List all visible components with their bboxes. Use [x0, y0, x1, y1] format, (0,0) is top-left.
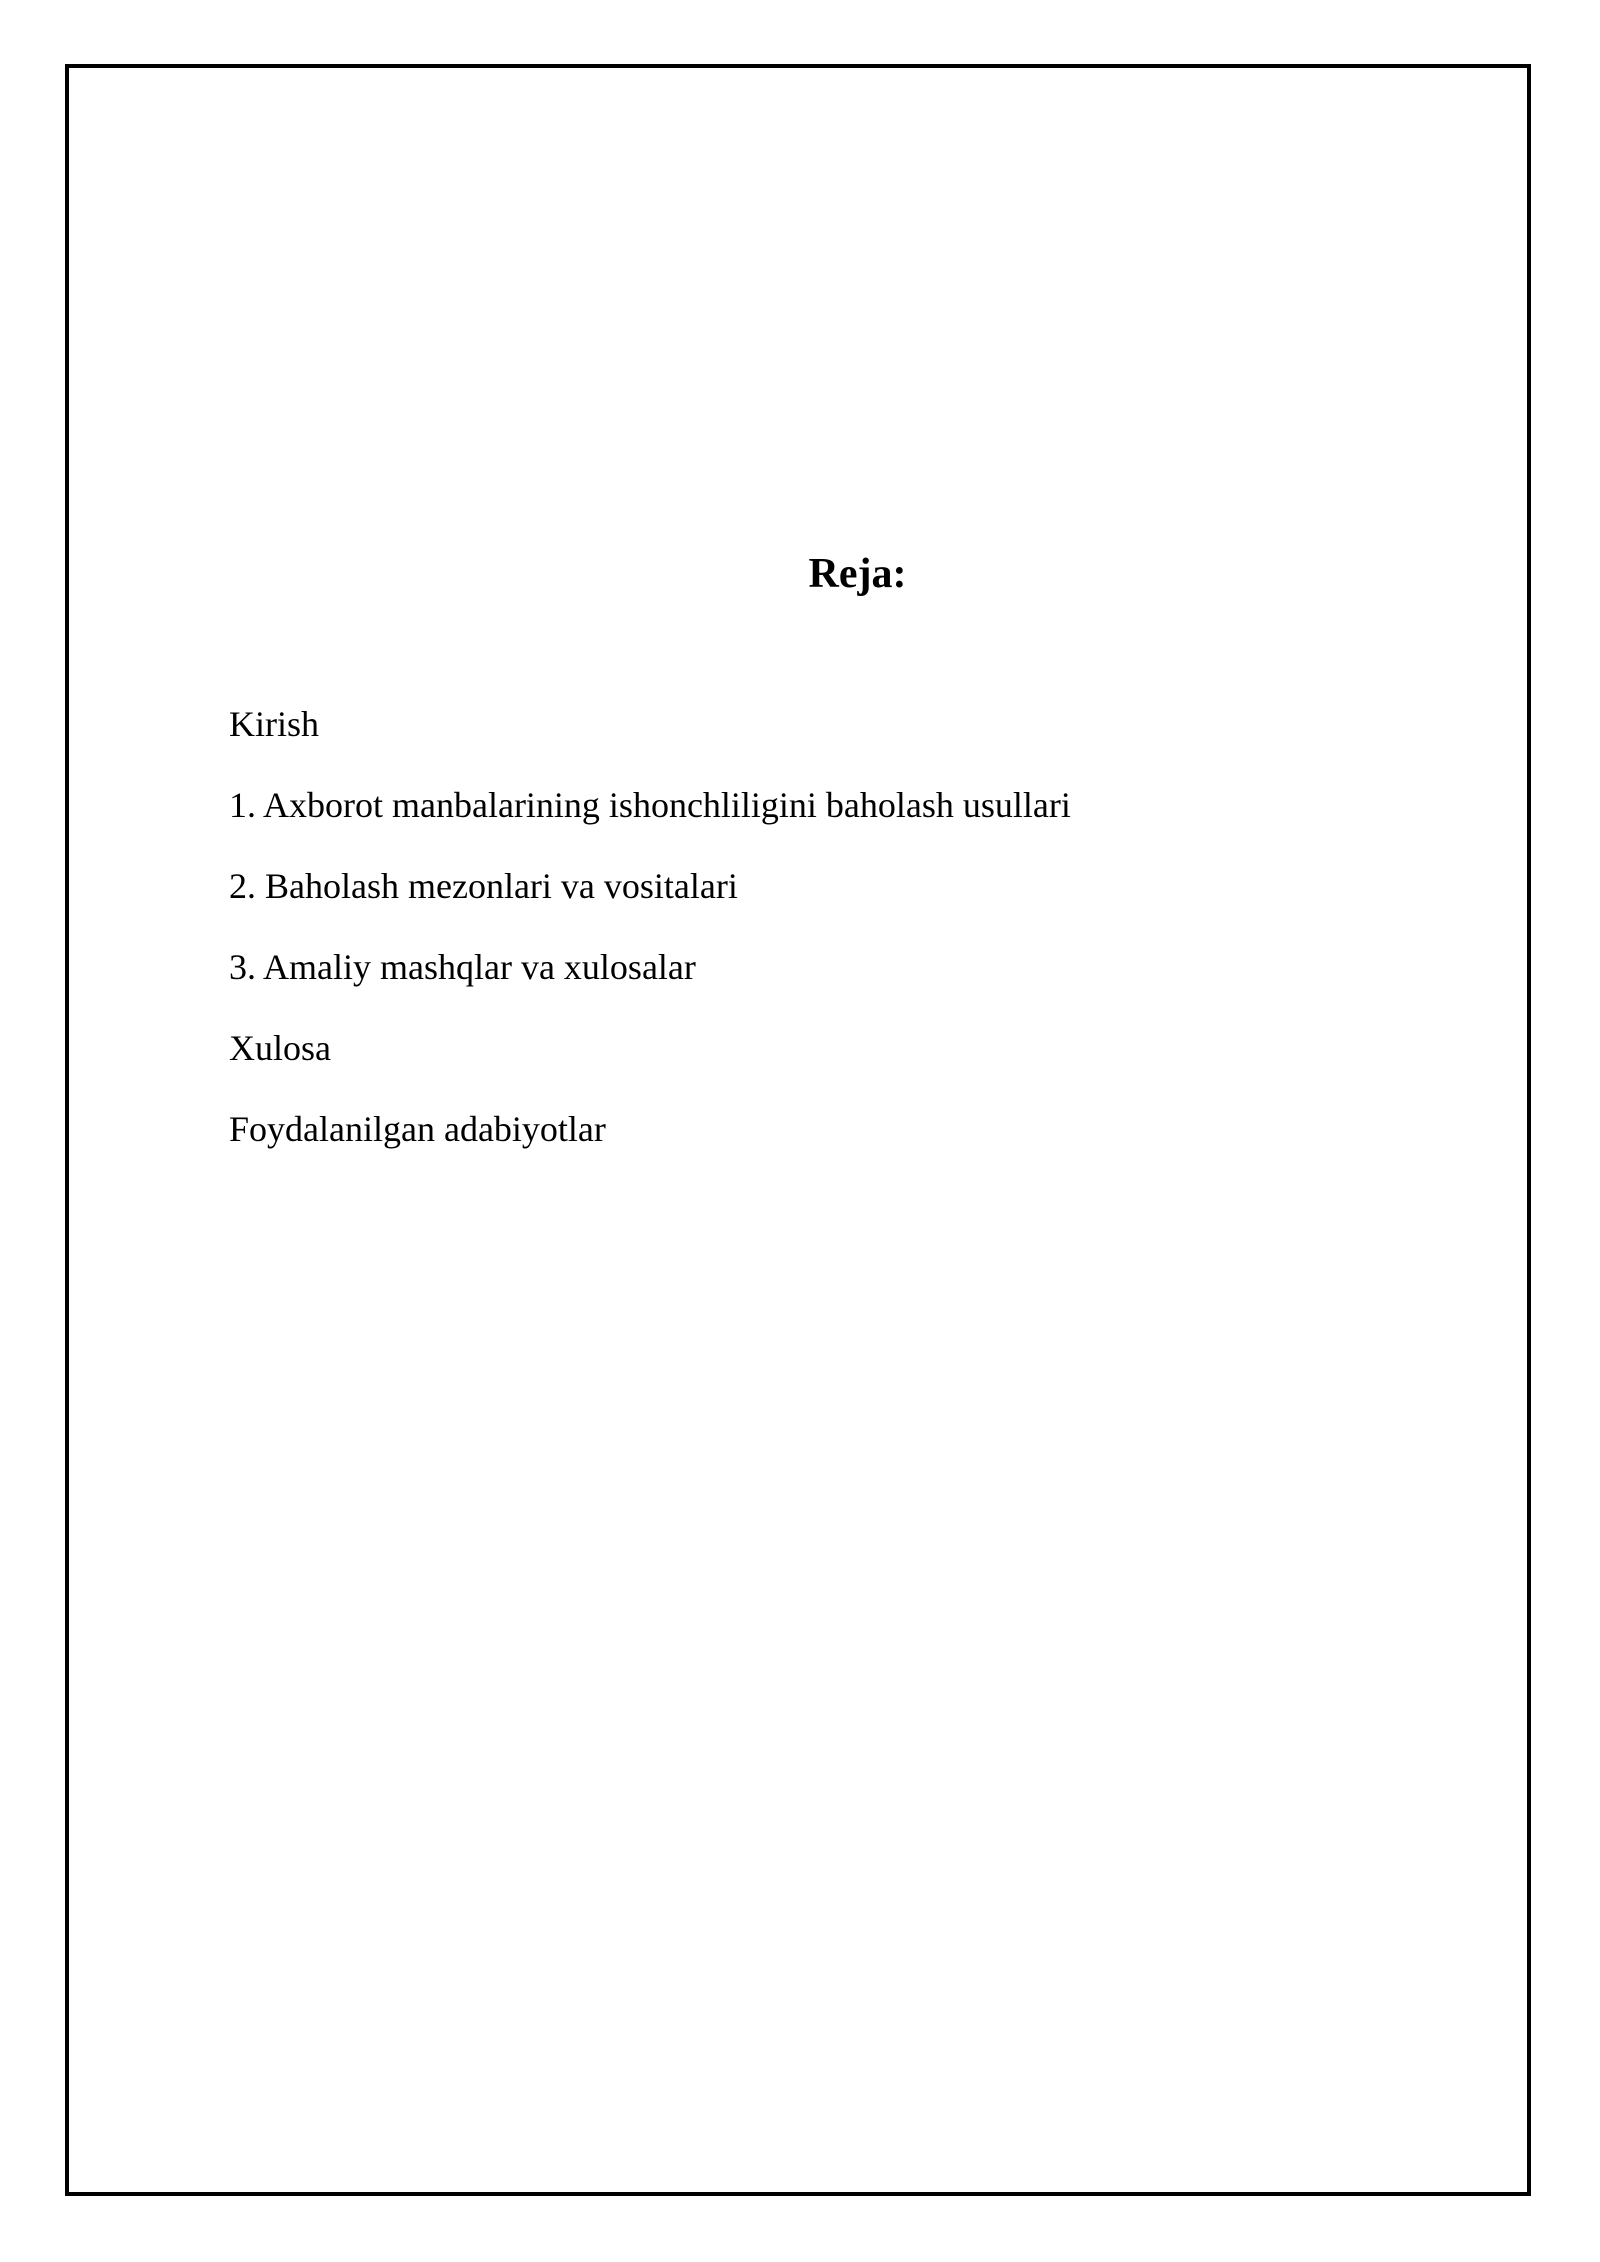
plan-item-introduction: Kirish [229, 704, 319, 744]
plan-item-conclusion: Xulosa [229, 1028, 331, 1068]
plan-title: Reja: [808, 551, 907, 597]
plan-item-section-2: 2. Baholash mezonlari va vositalari [229, 866, 738, 906]
plan-item-section-3: 3. Amaliy mashqlar va xulosalar [229, 947, 696, 987]
plan-item-section-1: 1. Axborot manbalarining ishonchliligini baholash usullari [229, 785, 1071, 825]
plan-item-references: Foydalanilgan adabiyotlar [229, 1109, 606, 1149]
plan-list [229, 700, 1071, 1186]
